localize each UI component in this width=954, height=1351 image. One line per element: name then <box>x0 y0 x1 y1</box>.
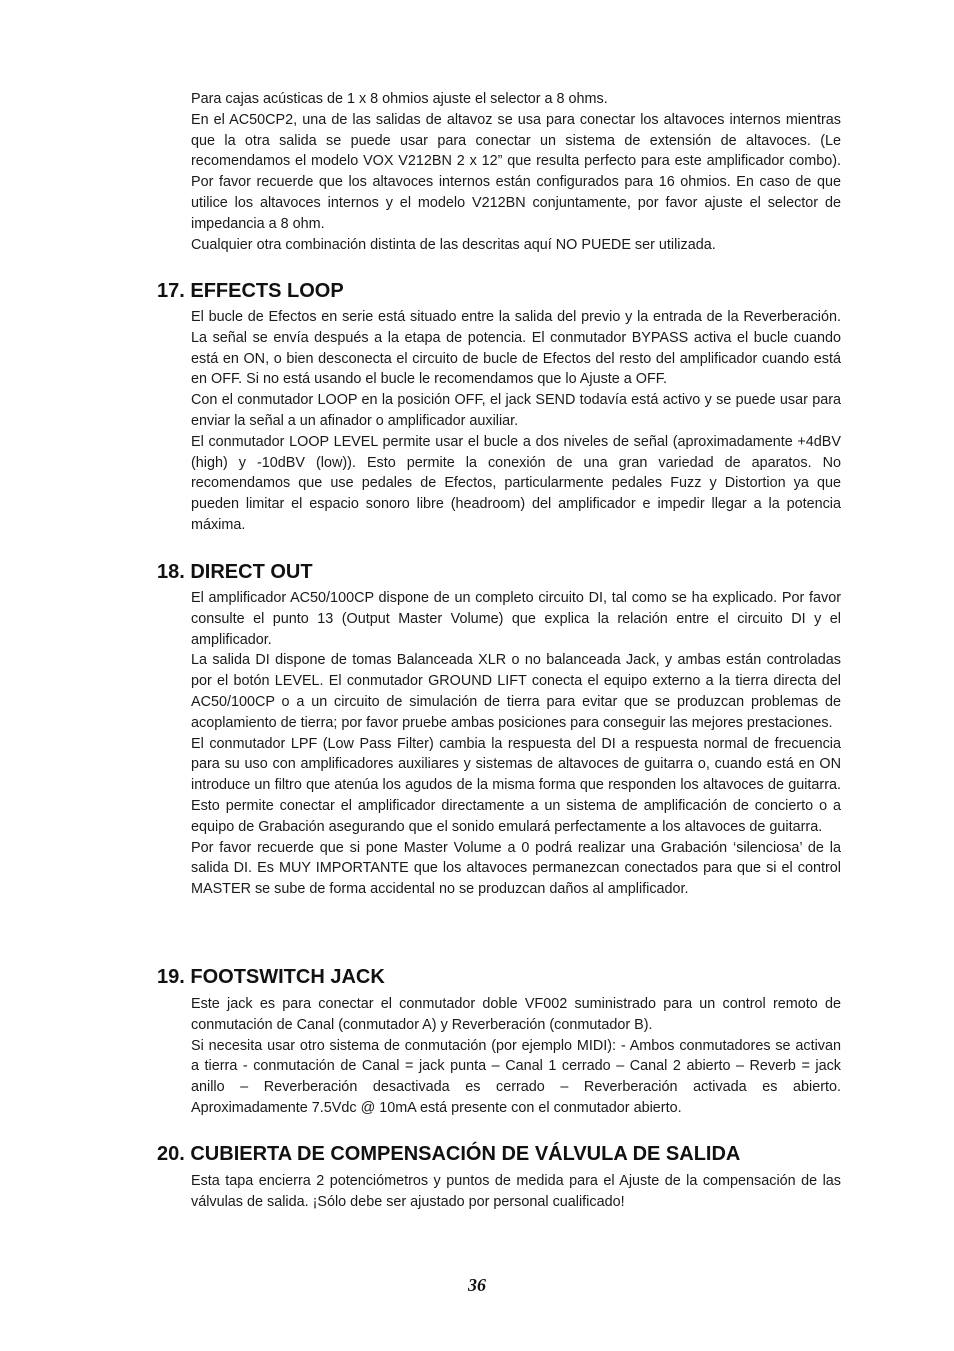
section-paragraph: El conmutador LOOP LEVEL permite usar el bucle a dos niveles de señal (aproximadamente +4dBV (high) y -10dBV (low)). Esto permite la conexión de una gran variedad de aparatos. No recomendamos que use pedales de Efectos, particularmente pedales Fuzz y Distortion ya que pueden limitar el espacio sonoro libre (headroom) del amplificador e impedir llegar a la potencia máxima. <box>191 433 841 533</box>
section-heading-footswitch-jack: 19. FOOTSWITCH JACK <box>157 966 385 988</box>
section-body-valve-bias-cover <box>191 1171 841 1213</box>
page-number: 36 <box>468 1275 486 1295</box>
intro-paragraph: Para cajas acústicas de 1 x 8 ohmios ajuste el selector a 8 ohms. <box>191 91 608 107</box>
intro-paragraph: Cualquier otra combinación distinta de las descritas aquí NO PUEDE ser utilizada. <box>191 236 716 253</box>
section-heading-effects-loop: 17. EFFECTS LOOP <box>157 280 344 302</box>
section-paragraph: Este jack es para conectar el conmutador doble VF002 suministrado para un control remoto de conmutación de Canal (conmutador A) y Reverberación (conmutador B). <box>191 996 841 1033</box>
section-paragraph: Esta tapa encierra 2 potenciómetros y puntos de medida para el Ajuste de la compensación de las válvulas de salida. ¡Sólo debe ser ajustado por personal cualificado! <box>191 1173 841 1210</box>
intro-paragraph: En el AC50CP2, una de las salidas de altavoz se usa para conectar los altavoces internos mientras que la otra salida se puede usar para conectar un sistema de extensión de altavoces. (Le recomendamos el modelo VOX V212BN 2 x 12” que resulta perfecto para este amplificador combo). Por favor recuerde que los altavoces internos están configurados para 16 ohmios. En caso de que utilice los altavoces internos y el modelo V212BN conjuntamente, por favor ajuste el selector de impedancia a 8 ohm. <box>191 111 841 232</box>
section-paragraph: Si necesita usar otro sistema de conmutación (por ejemplo MIDI): - Ambos conmutadores se activan a tierra - conmutación de Canal = jack punta – Canal 1 cerrado – Canal 2 abierto – Reverb = jack anillo – Reverberación desactivada es cerrado – Reverberación activada es abierto. Aproximadamente 7.5Vdc @ 10mA está presente con el conmutador abierto. <box>191 1037 841 1116</box>
section-paragraph: La salida DI dispone de tomas Balanceada XLR o no balanceada Jack, y ambas están controladas por el botón LEVEL. El conmutador GROUND LIFT conecta el equipo externo a la tierra directa del AC50/100CP o a un circuito de simulación de tierra para evitar que se produzcan problemas de acoplamiento de tierra; por favor pruebe ambas posiciones para conseguir las mejores prestaciones. <box>191 652 841 731</box>
section-paragraph: Con el conmutador LOOP en la posición OFF, el jack SEND todavía está activo y se puede usar para enviar la señal a un afinador o amplificador auxiliar. <box>191 392 841 429</box>
section-body-direct-out <box>191 588 841 900</box>
section-paragraph: El amplificador AC50/100CP dispone de un completo circuito DI, tal como se ha explicado. Por favor consulte el punto 13 (Output Master Volume) que explica la relación entre el circuito DI y el amplificador. <box>191 590 841 648</box>
section-heading-valve-bias-cover: 20. CUBIERTA DE COMPENSACIÓN DE VÁLVULA DE SALIDA <box>157 1143 741 1165</box>
section-body-effects-loop <box>191 307 841 536</box>
section-paragraph: El bucle de Efectos en serie está situado entre la salida del previo y la entrada de la Reverberación. La señal se envía después a la etapa de potencia. El conmutador BYPASS activa el bucle cuando está en ON, o bien desconecta el circuito de bucle de Efectos del resto del amplificador cuando está en OFF. Si no está usando el bucle le recomendamos que lo Ajuste a OFF. <box>191 309 841 388</box>
section-body-footswitch-jack <box>191 994 841 1119</box>
section-paragraph: El conmutador LPF (Low Pass Filter) cambia la respuesta del DI a respuesta normal de frecuencia para su uso con amplificadores auxiliares y sistemas de altavoces de guitarra o, cuando está en ON introduce un filtro que atenúa los agudos de la misma forma que responden los altavoces de guitarra. Esto permite conectar el amplificador directamente a un sistema de amplificación de concierto o a equipo de Grabación asegurando que el sonido emulará perfectamente a los altavoces de guitarra. <box>191 735 841 835</box>
intro-text <box>191 89 841 255</box>
section-heading-direct-out: 18. DIRECT OUT <box>157 561 313 583</box>
section-paragraph: Por favor recuerde que si pone Master Volume a 0 podrá realizar una Grabación ‘silenciosa’ de la salida DI. Es MUY IMPORTANTE que los altavoces permanezcan conectados para que si el control MASTER se sube de forma accidental no se produzcan daños al amplificador. <box>191 839 841 898</box>
